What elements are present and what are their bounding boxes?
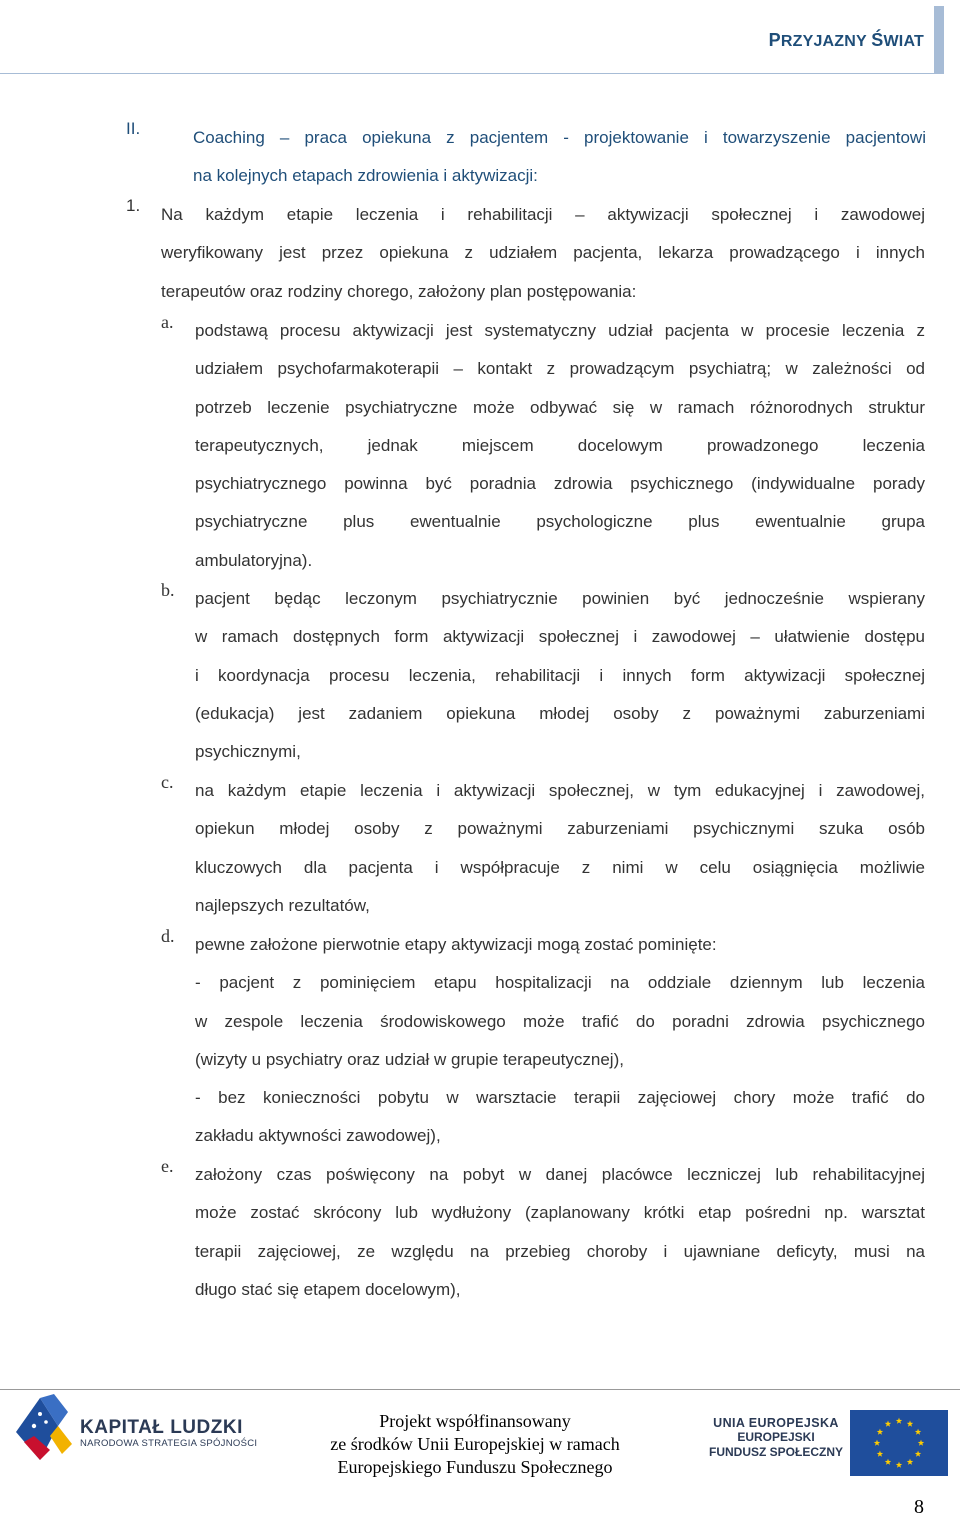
text-line: Na każdym etapie leczenia i rehabilitacji – aktywizacji społecznej i zawodowej: [161, 205, 925, 224]
subitem-letter: a.: [161, 312, 174, 332]
header-title: [769, 30, 924, 51]
text-line: ambulatoryjna).: [195, 550, 313, 570]
item-number: 1.: [126, 196, 141, 215]
header-accent-bar: [934, 6, 944, 74]
text-line: psychicznymi,: [195, 742, 301, 762]
text-line: Coaching – praca opiekuna z pacjentem - projektowanie i towarzyszenie pacjentowi: [193, 128, 926, 147]
eu-flag-icon: [850, 1410, 948, 1476]
text-line: najlepszych rezultatów,: [195, 895, 370, 915]
text-line: (edukacja) jest zadaniem opiekuna młodej osoby z poważnymi zaburzeniami: [195, 703, 925, 723]
text-line: terapeutów oraz rodziny chorego, założony plan postępowania:: [161, 281, 637, 301]
text-line: terapeutycznych, jednak miejscem docelowym prowadzonego leczenia: [195, 435, 925, 455]
text-line: może zostać skrócony lub wydłużony (zaplanowany krótki etap pośredni np. warsztat: [195, 1203, 925, 1223]
text-line: weryfikowany jest przez opiekuna z udziałem pacjenta, lekarza prowadzącego i innych: [161, 243, 925, 263]
page-number: 8: [914, 1496, 924, 1518]
text-line: założony czas poświęcony na pobyt w danej placówce leczniczej lub rehabilitacyjnej: [195, 1165, 925, 1184]
text-line: podstawą procesu aktywizacji jest systematyczny udział pacjenta w procesie leczenia z: [195, 321, 925, 340]
footer-cofinancing-note: [290, 1410, 660, 1479]
text-line: psychiatrycznego powinna być poradnia zdrowia psychicznego (indywidualne porady: [195, 474, 925, 494]
text-line: długo stać się etapem docelowym),: [195, 1279, 461, 1299]
text-line: kluczowych dla pacjenta i współpracuje z nimi w celu osiągnięcia możliwie: [195, 857, 925, 877]
subitem-letter: e.: [161, 1156, 174, 1176]
footer-line: Projekt współfinansowany: [379, 1411, 571, 1431]
eu-logo-text: [706, 1416, 846, 1460]
subitem-paragraph: [195, 1156, 925, 1309]
subitem-paragraph: [195, 580, 925, 771]
text-line: - pacjent z pominięciem etapu hospitalizacji na oddziale dziennym lub leczenia: [195, 973, 925, 993]
text-line: opiekun młodej osoby z poważnymi zaburzeniami psychicznymi szuka osób: [195, 819, 925, 839]
subitem-letter: b.: [161, 580, 175, 600]
eu-logo-line: FUNDUSZ SPOŁECZNY: [708, 1445, 843, 1459]
text-line: na każdym etapie leczenia i aktywizacji społecznej, w tym edukacyjnej i zawodowej,: [195, 781, 925, 800]
subitem-paragraph: [195, 772, 925, 925]
text-line: na kolejnych etapach zdrowienia i aktywizacji:: [193, 166, 538, 186]
subitem-letter: c.: [161, 772, 174, 792]
text-line: pacjent będąc leczonym psychiatrycznie powinien być jednocześnie wspierany: [195, 589, 925, 608]
text-line: - bez konieczności pobytu w warsztacie terapii zajęciowej chory może trafić do: [195, 1088, 925, 1108]
kapital-ludzki-title: KAPITAŁ LUDZKI: [80, 1417, 243, 1438]
section-number: II.: [126, 119, 141, 138]
text-line: zakładu aktywności zawodowej),: [195, 1126, 441, 1146]
eu-logo-line: EUROPEJSKI: [737, 1430, 815, 1444]
text-line: (wizyty u psychiatry oraz udział w grupie terapeutycznej),: [195, 1049, 624, 1069]
header-title-part: RZYJAZNY: [780, 33, 872, 50]
text-line: potrzeb leczenie psychiatryczne może odbywać się w ramach różnorodnych struktur: [195, 397, 925, 417]
footer-rule: [0, 1389, 960, 1390]
text-line: terapii zajęciowej, ze względu na przebieg choroby i ujawniane deficyty, musi na: [195, 1241, 925, 1261]
text-line: pewne założone pierwotnie etapy aktywizacji mogą zostać pominięte:: [195, 935, 717, 954]
header-rule: [0, 73, 936, 74]
header-title-part: Ś: [871, 30, 884, 50]
text-line: w zespole leczenia środowiskowego może trafić do poradni zdrowia psychicznego: [195, 1011, 925, 1031]
text-line: i koordynacja procesu leczenia, rehabilitacji i innych form aktywizacji społecznej: [195, 665, 925, 685]
subitem-letter: d.: [161, 926, 175, 946]
kapital-ludzki-subtitle: NARODOWA STRATEGIA SPÓJNOŚCI: [80, 1438, 258, 1449]
subitem-paragraph: [195, 926, 925, 1156]
text-line: w ramach dostępnych form aktywizacji społecznej i zawodowej – ułatwienie dostępu: [195, 627, 925, 647]
item-paragraph: [161, 196, 925, 311]
header-title-part: WIAT: [883, 33, 924, 50]
eu-logo-line: UNIA EUROPEJSKA: [713, 1416, 839, 1430]
footer-line: ze środków Unii Europejskiej w ramach: [330, 1434, 620, 1454]
footer-line: Europejskiego Funduszu Społecznego: [337, 1457, 613, 1477]
section-heading: [193, 119, 926, 196]
header-title-part: P: [768, 30, 781, 50]
text-line: psychiatryczne plus ewentualnie psychologiczne plus ewentualnie grupa: [195, 512, 925, 532]
subitem-paragraph: [195, 312, 925, 580]
text-line: udziałem psychofarmakoterapii – kontakt z prowadzącym psychiatrą; w zależności od: [195, 359, 925, 379]
